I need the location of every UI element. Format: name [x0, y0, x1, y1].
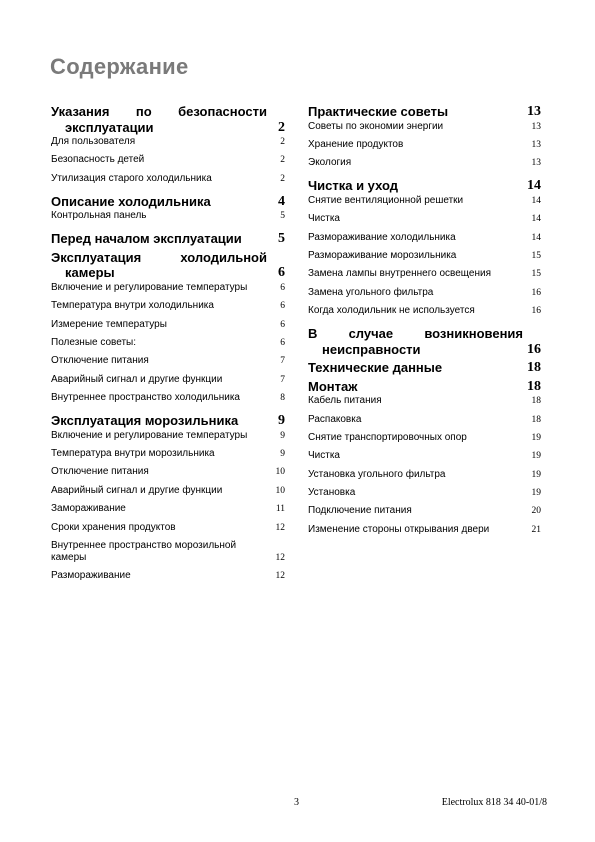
toc-page-number: 10: [275, 467, 285, 478]
toc-section-heading[interactable]: [308, 326, 541, 357]
toc-entry[interactable]: [51, 430, 285, 442]
toc-entry-label: Измерение температуры: [51, 318, 167, 330]
toc-section-label-line: эксплуатации: [65, 119, 154, 135]
toc-entry-label: Полезные советы:: [51, 336, 136, 348]
toc-entry-label: Сроки хранения продуктов: [51, 521, 176, 533]
page-title: Содержание: [50, 54, 189, 79]
toc-section-label: [51, 104, 267, 135]
toc-section-label-line: Монтаж: [308, 378, 358, 394]
toc-page-number: 2: [280, 137, 285, 147]
toc-entry-label: Аварийный сигнал и другие функции: [51, 373, 223, 385]
toc-section-heading[interactable]: [308, 104, 541, 120]
toc-entry[interactable]: [51, 448, 285, 460]
toc-page-number: 15: [531, 269, 541, 280]
toc-page-number: 5: [278, 231, 285, 247]
toc-page-number: 19: [531, 469, 541, 480]
toc-section-label: [51, 194, 267, 210]
toc-entry[interactable]: [308, 268, 541, 280]
toc-section-label-line: Перед началом эксплуатации: [51, 231, 242, 247]
toc-entry[interactable]: [51, 485, 285, 497]
toc-section-heading[interactable]: [308, 379, 541, 395]
toc-page-number: 9: [280, 449, 285, 460]
toc-entry[interactable]: [51, 570, 285, 582]
toc-entry[interactable]: [308, 213, 541, 225]
toc-page-number: 9: [278, 413, 285, 429]
toc-entry-label: Установка угольного фильтра: [308, 468, 446, 480]
toc-entry[interactable]: [51, 392, 285, 404]
toc-section-label-line: Описание холодильника: [51, 193, 211, 209]
toc-entry[interactable]: [308, 157, 541, 169]
toc-entry[interactable]: [308, 250, 541, 262]
toc-section-heading[interactable]: [51, 413, 285, 429]
toc-section-label-line: камеры: [65, 265, 115, 281]
toc-entry-label: Замена угольного фильтра: [308, 286, 434, 298]
toc-entry-label: Когда холодильник не используется: [308, 305, 475, 317]
toc-section-label: [308, 104, 523, 120]
toc-entry-label: Хранение продуктов: [308, 138, 404, 150]
toc-entry-label: Замена лампы внутреннего освещения: [308, 268, 491, 280]
toc-section-heading[interactable]: [308, 360, 541, 376]
toc-entry[interactable]: [308, 195, 541, 207]
toc-entry[interactable]: [51, 522, 285, 534]
toc-entry-label: Включение и регулирование температуры: [51, 281, 248, 293]
toc-section-heading[interactable]: [51, 104, 285, 135]
toc-section-label-line: Технические данные: [308, 360, 443, 376]
toc-entry[interactable]: [308, 139, 541, 151]
toc-page-number: 19: [531, 488, 541, 499]
toc-section-label: [308, 178, 523, 194]
toc-entry[interactable]: [51, 503, 285, 515]
toc-entry-label: Безопасность детей: [51, 154, 145, 166]
toc-page-number: 13: [531, 158, 541, 169]
toc-page-number: 14: [527, 178, 541, 194]
toc-page-number: 2: [278, 119, 285, 135]
toc-entry[interactable]: [51, 154, 285, 166]
toc-entry[interactable]: [51, 210, 285, 222]
toc-entry-label: Внутреннее пространство морозильной камеры: [51, 539, 237, 563]
toc-entry-label: Установка: [308, 487, 356, 499]
toc-page-number: 2: [280, 173, 285, 184]
toc-entry-label: Изменение стороны открывания двери: [308, 523, 490, 535]
toc-entry-label: Снятие транспортировочных опор: [308, 431, 467, 443]
toc-page-number: 5: [280, 211, 285, 222]
toc-page-number: 11: [275, 504, 285, 515]
toc-entry[interactable]: [51, 282, 285, 294]
toc-page-number: 16: [531, 287, 541, 298]
toc-entry-label: Утилизация старого холодильника: [51, 172, 212, 184]
toc-section-label-line: неисправности: [322, 341, 421, 357]
toc-page-number: 7: [280, 356, 285, 367]
toc-entry[interactable]: [308, 121, 541, 133]
toc-entry-label: Экология: [308, 157, 352, 169]
toc-section-heading[interactable]: [51, 194, 285, 210]
toc-entry[interactable]: [51, 337, 285, 349]
toc-section-heading[interactable]: [51, 250, 285, 281]
toc-page-number: 16: [527, 341, 541, 357]
toc-entry-label: Размораживание холодильника: [308, 231, 456, 243]
toc-section-label-line: В случае возникновения: [308, 326, 523, 342]
toc-entry-label: Чистка: [308, 450, 340, 462]
footer-doc-code: Electrolux 818 34 40-01/8: [441, 797, 547, 808]
toc-entry-label: Контрольная панель: [51, 210, 147, 222]
toc-entry[interactable]: [51, 540, 285, 564]
toc-section-label-line: Эксплуатация холодильной: [51, 249, 267, 265]
toc-entry-label: Кабель питания: [308, 395, 382, 407]
toc-section-label: [308, 379, 523, 395]
toc-entry-label: Температура внутри морозильника: [51, 448, 215, 460]
toc-entry[interactable]: [51, 300, 285, 312]
toc-entry[interactable]: [308, 487, 541, 499]
toc-entry-label: Отключение питания: [51, 466, 149, 478]
toc-page-number: 20: [531, 506, 541, 517]
toc-page-number: 9: [280, 430, 285, 441]
toc-entry-label: Чистка: [308, 213, 340, 225]
toc-page-number: 19: [531, 432, 541, 443]
toc-page-number: 15: [531, 250, 541, 261]
toc-entry-label: Аварийный сигнал и другие функции: [51, 484, 223, 496]
toc-page-number: 18: [527, 378, 541, 394]
toc-page-number: 6: [280, 301, 285, 312]
toc-entry-label: Размораживание: [51, 570, 131, 582]
toc-section-label: [51, 231, 267, 247]
toc-page-number: 6: [280, 282, 285, 293]
toc-section-label: [308, 326, 523, 357]
toc-page-number: 18: [531, 414, 541, 425]
toc-page-number: 16: [531, 306, 541, 317]
toc-section-label-line: Чистка и уход: [308, 178, 398, 194]
toc-page-number: 6: [280, 319, 285, 330]
toc-page-number: 10: [275, 485, 285, 496]
toc-entry-label: Распаковка: [308, 413, 362, 425]
toc-section-label-line: Практические советы: [308, 104, 449, 119]
toc-entry[interactable]: [308, 450, 541, 462]
toc-entry-label: Размораживание морозильника: [308, 249, 457, 261]
toc-entry[interactable]: [308, 432, 541, 444]
footer-page-number: 3: [294, 797, 299, 808]
toc-entry-label: Советы по экономии энергии: [308, 120, 444, 132]
toc-entry[interactable]: [308, 414, 541, 426]
toc-page-number: 14: [531, 214, 541, 225]
toc-page-number: 6: [280, 337, 285, 348]
toc-page-number: 12: [275, 522, 285, 533]
toc-entry-label: Замораживание: [51, 503, 126, 515]
toc-page-number: 6: [278, 265, 285, 281]
toc-entry-label: Подключение питания: [308, 505, 412, 517]
toc-page-number: 21: [531, 524, 541, 535]
toc-section-label: [308, 360, 523, 376]
toc-section-label-line: Указания по безопасности: [51, 104, 267, 119]
toc-left-column: [51, 104, 285, 582]
toc-page-number: 12: [275, 552, 285, 563]
toc-page-number: 13: [527, 104, 541, 119]
toc-entry[interactable]: [308, 305, 541, 317]
toc-page-number: 18: [527, 360, 541, 376]
toc-page-number: 2: [280, 155, 285, 166]
toc-section-heading[interactable]: [51, 231, 285, 247]
toc-page-number: 14: [531, 232, 541, 243]
toc-page-number: 4: [278, 193, 285, 209]
toc-section-label: [51, 250, 267, 281]
toc-section-label: [51, 413, 267, 429]
toc-entry[interactable]: [308, 287, 541, 299]
toc-page-number: 18: [531, 396, 541, 407]
toc-entry[interactable]: [51, 374, 285, 386]
toc-page-number: 7: [280, 374, 285, 385]
toc-page-number: 12: [275, 571, 285, 582]
toc-entry[interactable]: [308, 395, 541, 407]
toc-entry[interactable]: [308, 524, 541, 536]
toc-entry[interactable]: [51, 466, 285, 478]
toc-entry-label: Включение и регулирование температуры: [51, 429, 248, 441]
toc-right-column: [308, 104, 541, 536]
toc-entry-label: Отключение питания: [51, 355, 149, 367]
toc-entry[interactable]: [51, 173, 285, 185]
toc-page-number: 13: [531, 139, 541, 150]
toc-entry[interactable]: [51, 136, 285, 148]
toc-page-number: 13: [531, 121, 541, 132]
toc-entry-label: Для пользователя: [51, 136, 136, 147]
toc-section-heading[interactable]: [308, 178, 541, 194]
toc-entry[interactable]: [308, 469, 541, 481]
toc-entry[interactable]: [51, 319, 285, 331]
toc-entry-label: Температура внутри холодильника: [51, 300, 214, 312]
toc-entry[interactable]: [308, 232, 541, 244]
toc-page-number: 8: [280, 393, 285, 404]
toc-entry[interactable]: [51, 355, 285, 367]
toc-page-number: 19: [531, 451, 541, 462]
toc-entry-label: Снятие вентиляционной решетки: [308, 194, 464, 206]
toc-section-label-line: Эксплуатация морозильника: [51, 413, 239, 429]
toc-entry-label: Внутреннее пространство холодильника: [51, 392, 240, 404]
toc-entry[interactable]: [308, 505, 541, 517]
toc-page-number: 14: [531, 195, 541, 206]
